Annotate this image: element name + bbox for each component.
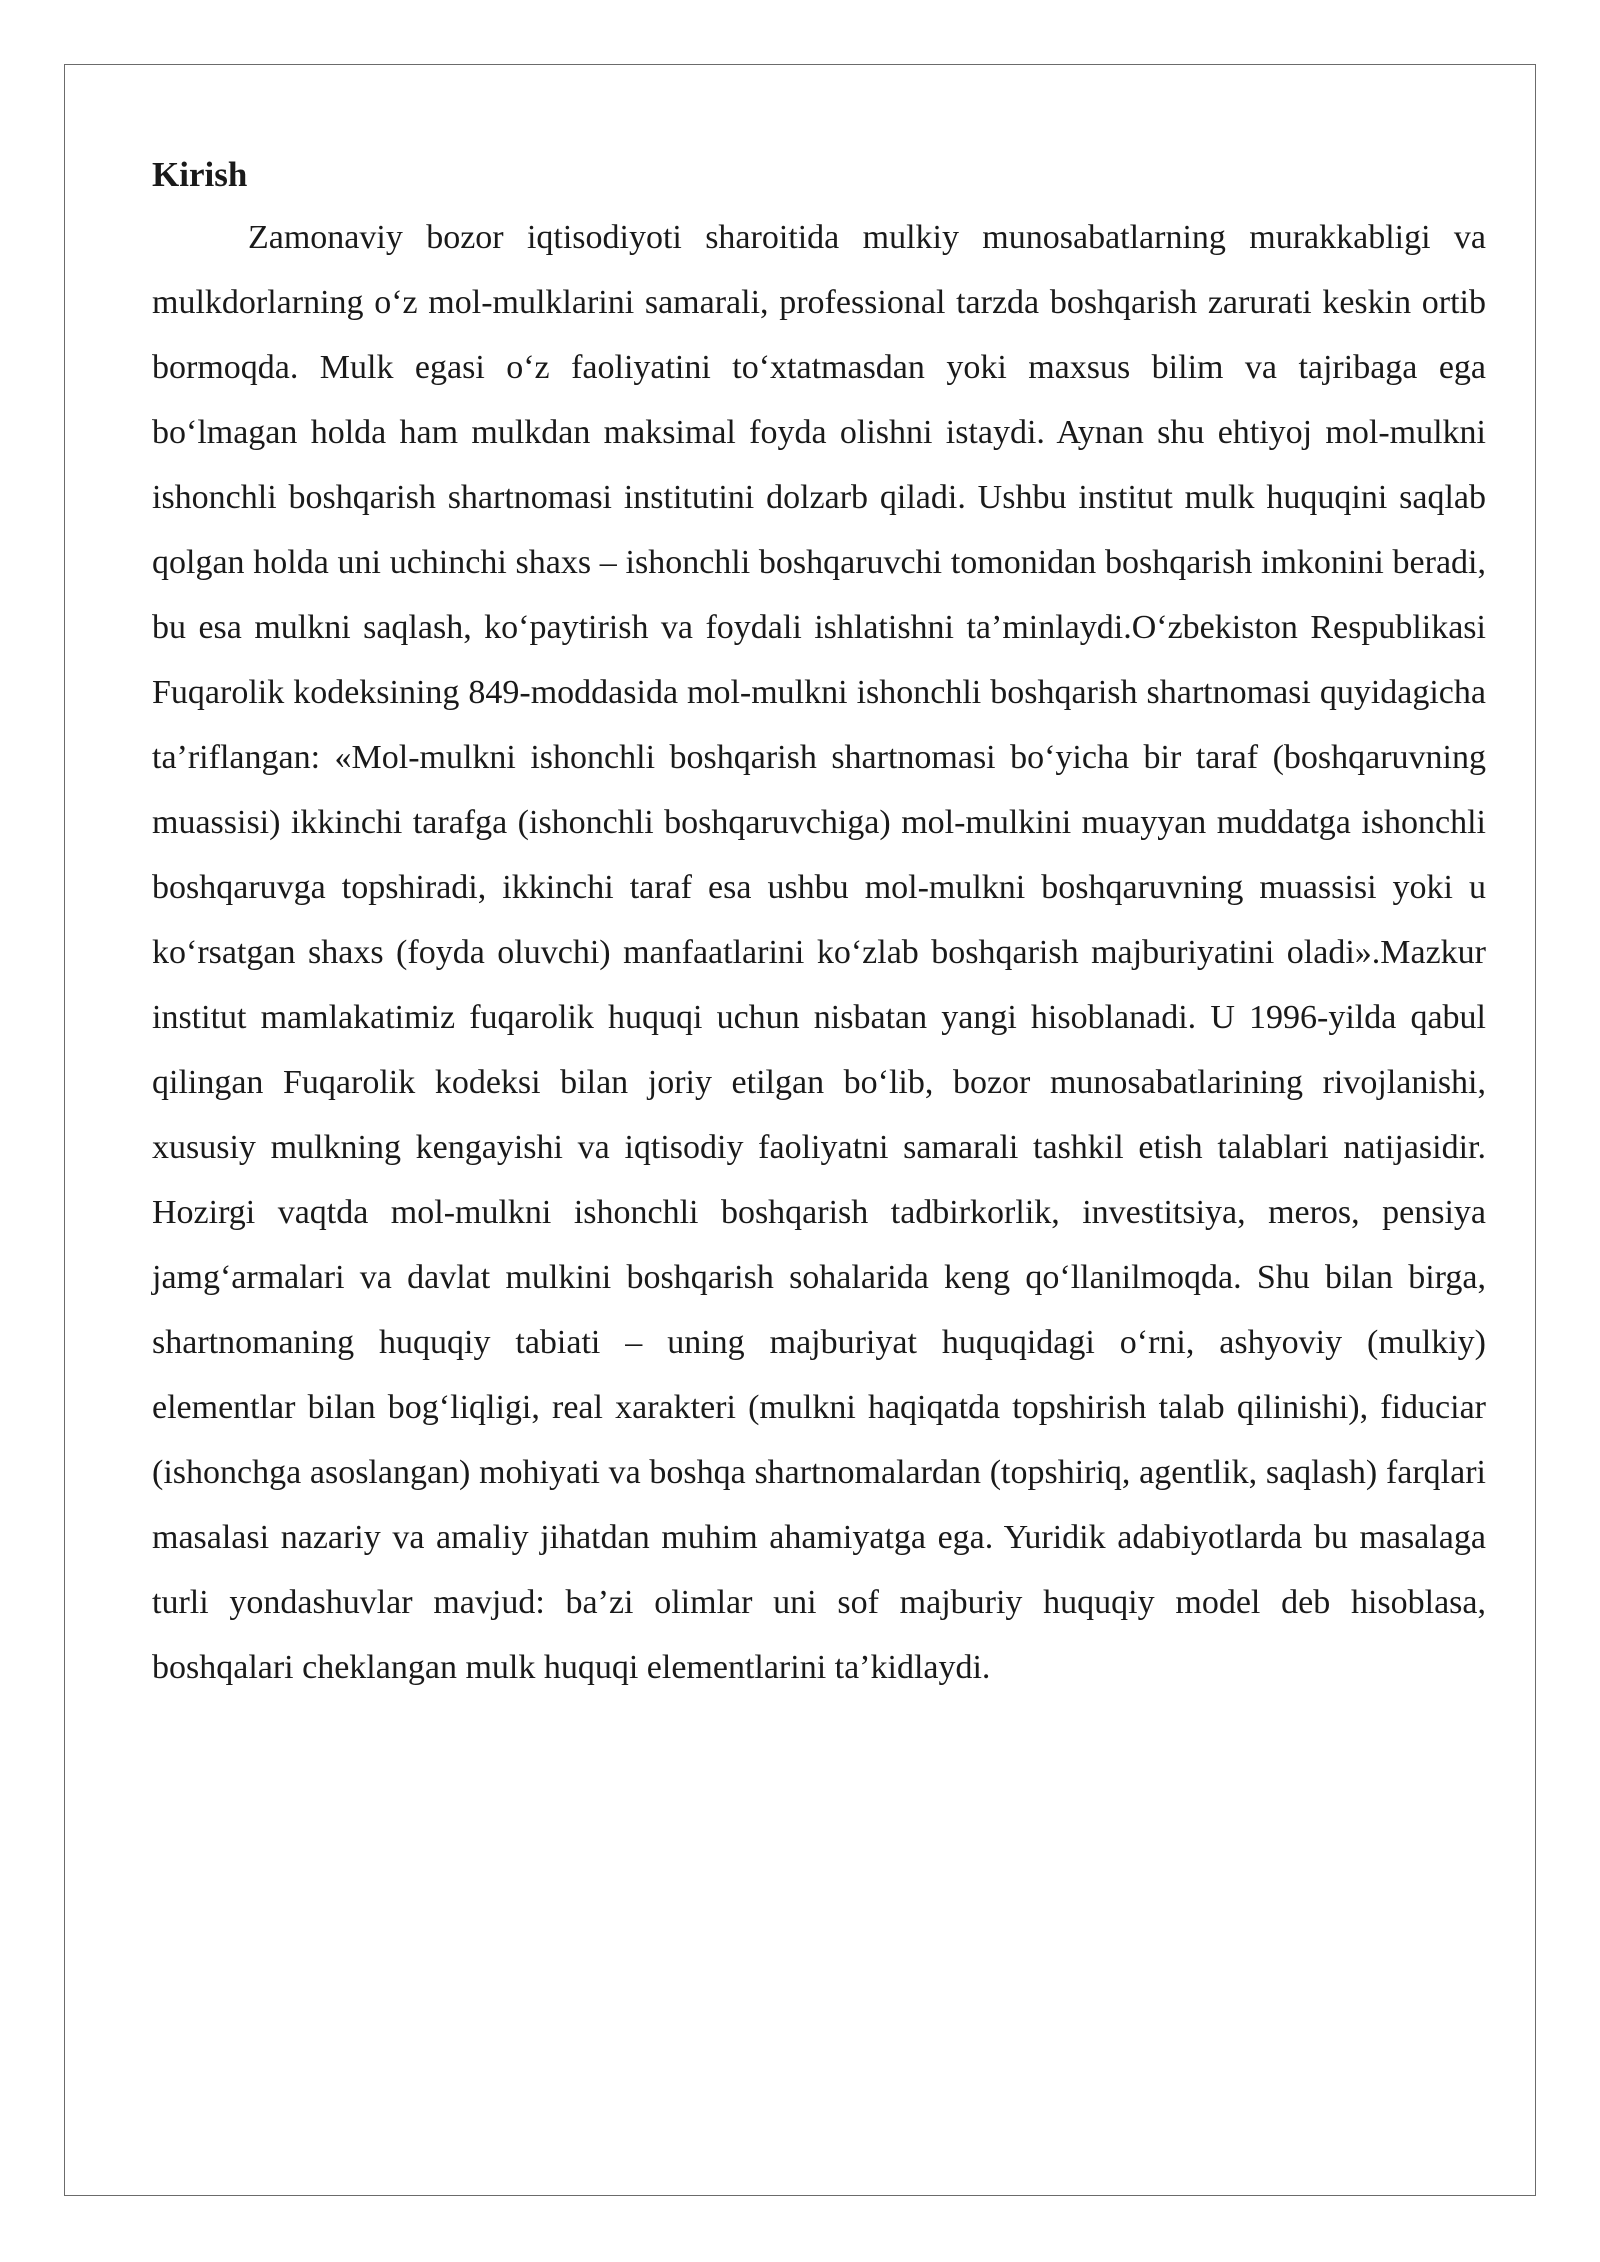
body-paragraph: Zamonaviy bozor iqtisodiyoti sharoitida mulkiy munosabatlarning murakkabligi va mulkdorlarning o‘z mol-mulklarini samarali, professional tarzda boshqarish zarurati keskin ortib bormoqda. Mulk egasi o‘z faoliyatini to‘xtatmasdan yoki maxsus bilim va tajribaga ega bo‘lmagan holda ham mulkdan maksimal foyda olishni istaydi. Aynan shu ehtiyoj mol-mulkni ishonchli boshqarish shartnomasi institutini dolzarb qiladi. Ushbu institut mulk huquqini saqlab qolgan holda uni uchinchi shaxs – ishonchli boshqaruvchi tomonidan boshqarish imkonini beradi, bu esa mulkni saqlash, ko‘paytirish va foydali ishlatishni ta’minlaydi.O‘zbekiston Respublikasi Fuqarolik kodeksining 849-moddasida mol-mulkni ishonchli boshqarish shartnomasi quyidagicha ta’riflangan: «Mol-mulkni ishonchli boshqarish shartnomasi bo‘yicha bir taraf (boshqaruvning muassisi) ikkinchi tarafga (ishonchli boshqaruvchiga) mol-mulkini muayyan muddatga ishonchli boshqaruvga topshiradi, ikkinchi taraf esa ushbu mol-mulkni boshqaruvning muassisi yoki u ko‘rsatgan shaxs (foyda oluvchi) manfaatlarini ko‘zlab boshqarish majburiyatini oladi».Mazkur institut mamlakatimiz fuqarolik huquqi uchun nisbatan yangi hisoblanadi. U 1996-yilda qabul qilingan Fuqarolik kodeksi bilan joriy etilgan bo‘lib, bozor munosabatlarining rivojlanishi, xususiy mulkning kengayishi va iqtisodiy faoliyatni samarali tashkil etish talablari natijasidir. Hozirgi vaqtda mol-mulkni ishonchli boshqarish tadbirkorlik, investitsiya, meros, pensiya jamg‘armalari va davlat mulkini boshqarish sohalarida keng qo‘llanilmoqda. Shu bilan birga, shartnomaning huquqiy tabiati – uning majburiyat huquqidagi o‘rni, ashyoviy (mulkiy) elementlar bilan bog‘liqligi, real xarakteri (mulkni haqiqatda topshirish talab qilinishi), fiduciar (ishonchga asoslangan) mohiyati va boshqa shartnomalardan (topshiriq, agentlik, saqlash) farqlari masalasi nazariy va amaliy jihatdan muhim ahamiyatga ega. Yuridik adabiyotlarda bu masalaga turli yondashuvlar mavjud: ba’zi olimlar uni sof majburiy huquqiy model deb hisoblasa, boshqalari cheklangan mulk huquqi elementlarini ta’kidlaydi.: [152, 219, 1486, 1686]
section-heading: Kirish: [152, 155, 248, 194]
document-body: [152, 145, 1486, 1700]
